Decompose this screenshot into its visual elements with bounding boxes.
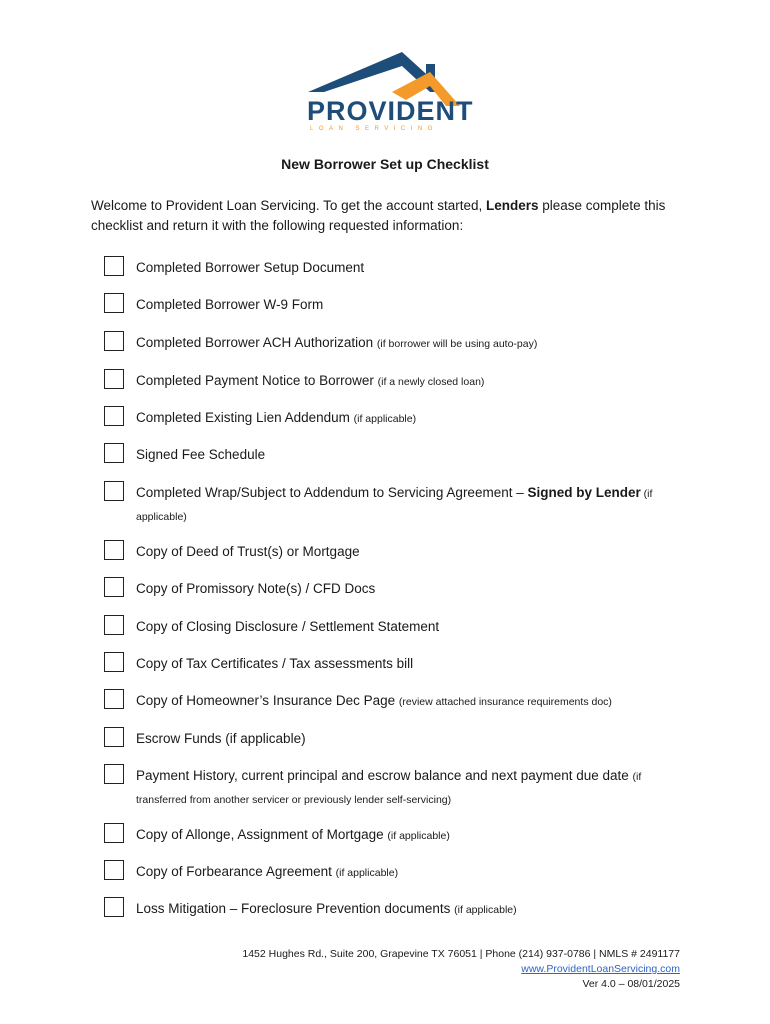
intro-paragraph [91, 196, 691, 236]
checkbox[interactable] [104, 540, 124, 560]
item-label: Copy of Tax Certificates / Tax assessments bill [136, 656, 414, 671]
logo-name: PROVIDENT [307, 96, 474, 126]
intro-text-after: please complete this checklist and return it with the following requested information: [91, 198, 666, 233]
checkbox[interactable] [104, 256, 124, 276]
item-label: Completed Payment Notice to Borrower (if a newly closed loan) [136, 373, 485, 388]
item-label: Completed Existing Lien Addendum (if applicable) [136, 410, 417, 425]
checkbox[interactable] [104, 689, 124, 709]
checkbox[interactable] [104, 406, 124, 426]
item-label: Completed Borrower ACH Authorization (if borrower will be using auto-pay) [136, 335, 538, 350]
checkbox[interactable] [104, 615, 124, 635]
intro-bold: Lenders [485, 198, 539, 213]
item-label: Escrow Funds (if applicable) [136, 731, 306, 746]
item-label: Completed Borrower Setup Document [136, 260, 365, 275]
footer-version: Ver 4.0 – 08/01/2025 [582, 978, 680, 990]
checkbox[interactable] [104, 369, 124, 389]
footer-contact [90, 947, 680, 977]
footer-address: 1452 Hughes Rd., Suite 200, Grapevine TX 76051 | Phone (214) 937-0786 | NMLS # 2491177 [242, 948, 680, 960]
provident-logo [0, 0, 770, 140]
page-title: New Borrower Set up Checklist [281, 156, 489, 172]
footer [90, 947, 680, 992]
checkbox[interactable] [104, 331, 124, 351]
item-label: Copy of Closing Disclosure / Settlement Statement [136, 619, 440, 634]
item-label: Copy of Allonge, Assignment of Mortgage (if applicable) [136, 827, 450, 842]
checkbox[interactable] [104, 443, 124, 463]
item-label: Signed Fee Schedule [136, 447, 266, 462]
item-label: Payment History, current principal and escrow balance and next payment due date (if transferred from another servicer or previously lender self-servicing) [136, 768, 642, 806]
intro-text-before: Welcome to Provident Loan Servicing. To get the account started, [91, 198, 486, 213]
checkbox[interactable] [104, 897, 124, 917]
checkbox[interactable] [104, 727, 124, 747]
item-label: Loss Mitigation – Foreclosure Prevention documents (if applicable) [136, 901, 517, 916]
checkbox[interactable] [104, 652, 124, 672]
item-label: Copy of Homeowner’s Insurance Dec Page (review attached insurance requirements doc) [136, 693, 612, 708]
item-label: Completed Borrower W-9 Form [136, 297, 324, 312]
checkbox[interactable] [104, 577, 124, 597]
checkbox[interactable] [104, 293, 124, 313]
checkbox[interactable] [104, 764, 124, 784]
website-link[interactable]: www.ProvidentLoanServicing.com [521, 963, 680, 975]
checkbox[interactable] [104, 481, 124, 501]
checkbox[interactable] [104, 823, 124, 843]
item-label: Completed Wrap/Subject to Addendum to Servicing Agreement – Signed by Lender (if applicable) [136, 485, 653, 523]
item-label: Copy of Deed of Trust(s) or Mortgage [136, 544, 360, 559]
item-label: Copy of Forbearance Agreement (if applicable) [136, 864, 399, 879]
logo-tagline: LOAN SERVICING [310, 126, 438, 132]
checkbox[interactable] [104, 860, 124, 880]
item-label: Copy of Promissory Note(s) / CFD Docs [136, 581, 376, 596]
